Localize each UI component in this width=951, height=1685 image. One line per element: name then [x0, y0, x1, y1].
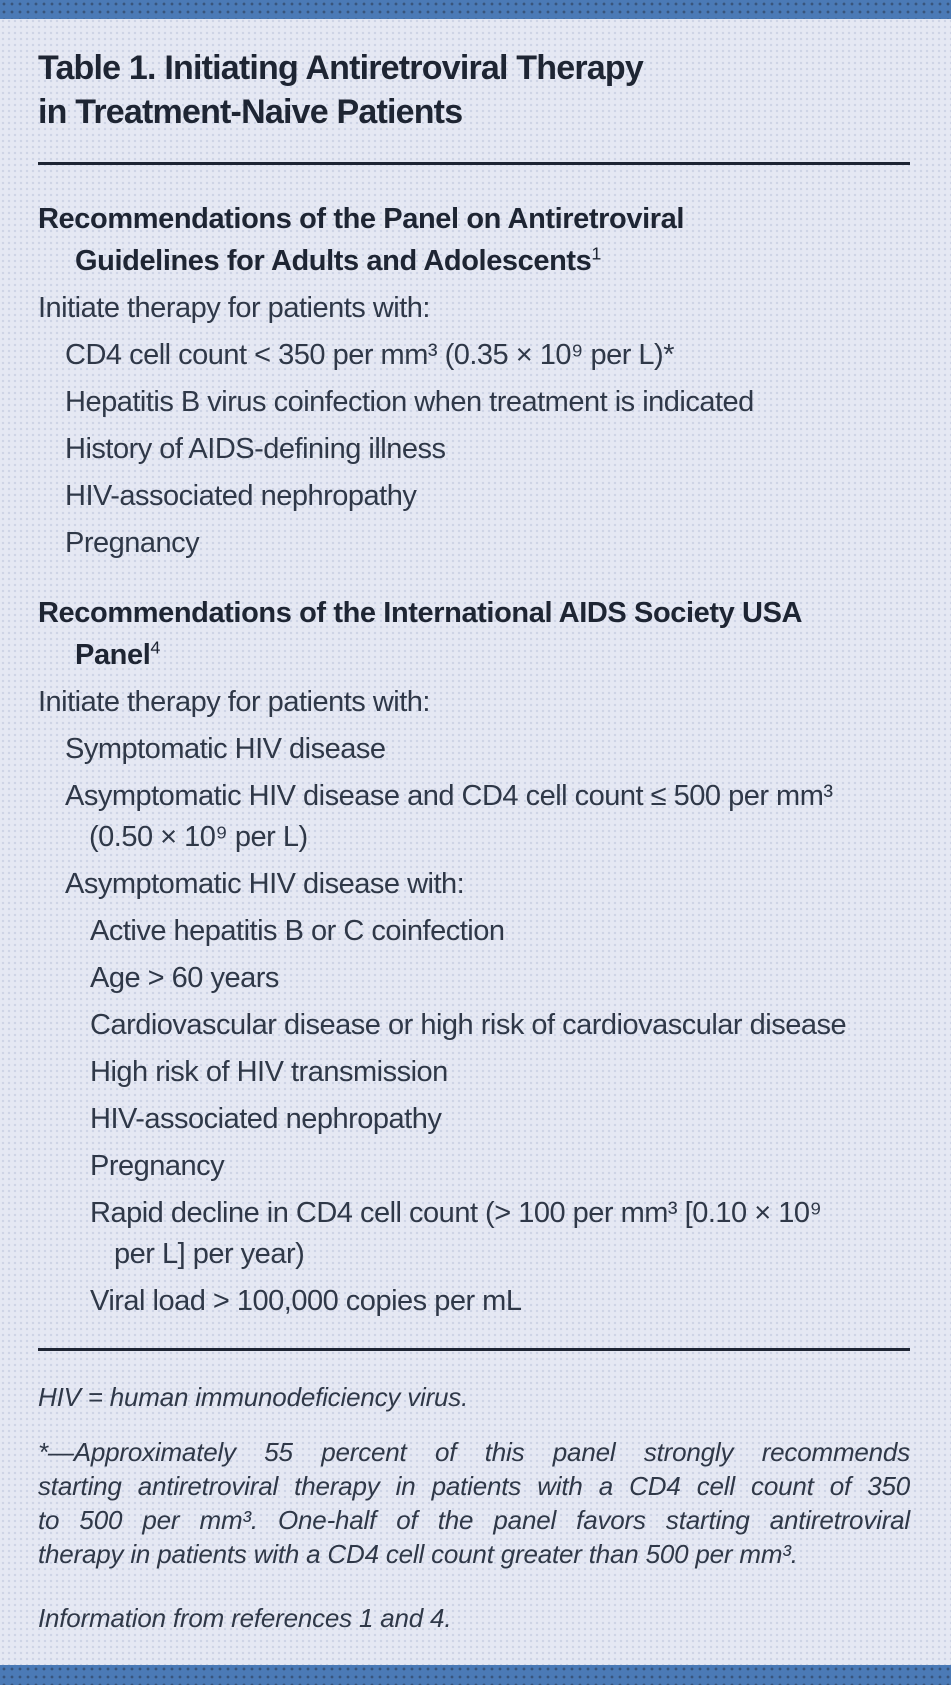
list-item	[65, 776, 910, 858]
section-2-heading-line2	[38, 634, 910, 676]
list-item: HIV-associated nephropathy	[90, 1103, 442, 1135]
list-item: History of AIDS-defining illness	[65, 433, 446, 465]
list-item: Pregnancy	[65, 527, 200, 559]
reference-superscript-1: 1	[591, 243, 601, 264]
list-item: Cardiovascular disease or high risk of cardiovascular disease	[90, 1009, 847, 1041]
list-item: Age > 60 years	[90, 962, 279, 994]
section-1-heading-line2	[38, 240, 910, 282]
list-item-line2: per L] per year)	[114, 1238, 305, 1270]
list-item: Hepatitis B virus coinfection when treatment is indicated	[65, 386, 754, 418]
section-1-heading	[38, 198, 910, 282]
table-card	[38, 46, 910, 1635]
list-item: Pregnancy	[90, 1150, 225, 1182]
table-title-line2: in Treatment-Naive Patients	[38, 93, 463, 131]
asterisk-footnote	[38, 1435, 910, 1571]
footnote-line: therapy in patients with a CD4 cell count greater than 500 per mm³.	[38, 1539, 798, 1569]
top-accent-bar	[0, 0, 951, 19]
section-2-heading-line1: Recommendations of the International AIDS Society USA	[38, 597, 803, 629]
table-title	[38, 46, 910, 134]
reference-superscript-4: 4	[150, 637, 160, 658]
table-title-line1: Table 1. Initiating Antiretroviral Therapy	[38, 49, 643, 87]
divider-top	[38, 162, 910, 165]
list-item-line1: Rapid decline in CD4 cell count (> 100 per mm³ [0.10 × 10⁹	[90, 1197, 822, 1229]
divider-bottom	[38, 1348, 910, 1351]
list-item	[90, 1193, 910, 1275]
footnote-line: *—Approximately 55 percent of this panel strongly recommends	[38, 1437, 910, 1467]
list-item-line2: (0.50 × 10⁹ per L)	[89, 821, 308, 853]
section-2-heading	[38, 592, 910, 676]
section-2-heading-text: Panel	[75, 639, 151, 671]
bottom-accent-bar	[0, 1665, 951, 1685]
list-item: Asymptomatic HIV disease with:	[65, 868, 465, 900]
section-2-intro: Initiate therapy for patients with:	[38, 686, 430, 718]
list-item: High risk of HIV transmission	[90, 1056, 448, 1088]
footnote-line: to 500 per mm³. One-half of the panel favors starting antiretroviral	[38, 1505, 910, 1535]
abbreviation-note: HIV = human immunodeficiency virus.	[38, 1382, 469, 1412]
list-item: Active hepatitis B or C coinfection	[90, 915, 505, 947]
list-item: Symptomatic HIV disease	[65, 733, 386, 765]
section-1-heading-text: Guidelines for Adults and Adolescents	[75, 245, 592, 277]
list-item: CD4 cell count < 350 per mm³ (0.35 × 10⁹ per L)*	[65, 339, 675, 371]
footnote-line: starting antiretroviral therapy in patients with a CD4 cell count of 350	[38, 1471, 910, 1501]
section-1-intro: Initiate therapy for patients with:	[38, 292, 430, 324]
list-item-line1: Asymptomatic HIV disease and CD4 cell count ≤ 500 per mm³	[65, 780, 833, 812]
list-item: Viral load > 100,000 copies per mL	[90, 1285, 522, 1317]
section-1-heading-line1: Recommendations of the Panel on Antiretroviral	[38, 203, 685, 235]
list-item: HIV-associated nephropathy	[65, 480, 417, 512]
source-note: Information from references 1 and 4.	[38, 1603, 452, 1633]
